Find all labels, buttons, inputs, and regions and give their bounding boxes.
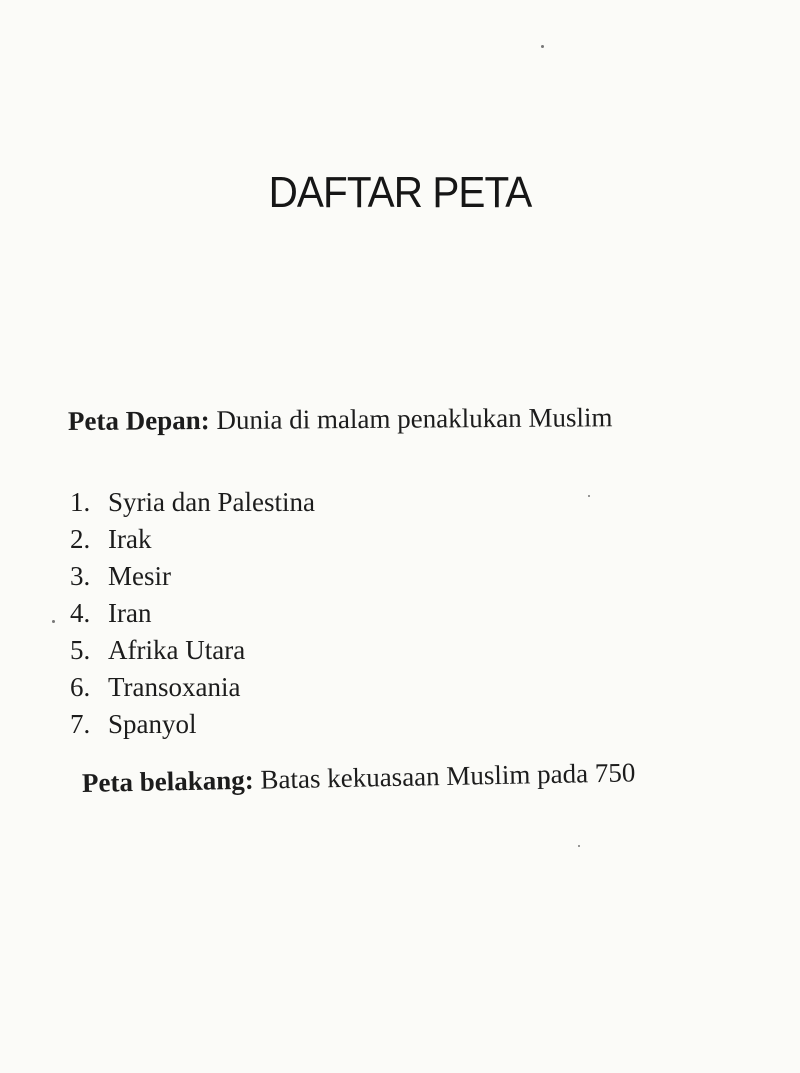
list-item-number: 5. [70, 635, 91, 665]
list-item-number: 1. [70, 487, 91, 517]
back-map-label: Peta belakang: [81, 764, 254, 798]
list-item-name: Transoxania [108, 672, 241, 702]
list-item [70, 669, 315, 706]
front-map-label: Peta Depan: [67, 405, 210, 436]
paper-speck [578, 845, 580, 847]
paper-speck [52, 620, 55, 623]
front-map-description: Dunia di malam penaklukan Muslim [216, 402, 613, 435]
paper-speck [588, 495, 590, 497]
list-item [70, 558, 315, 595]
front-map-entry [68, 404, 613, 435]
list-item-name: Iran [108, 598, 152, 628]
back-map-description: Batas kekuasaan Muslim pada 750 [260, 757, 636, 795]
list-item [70, 595, 315, 632]
list-item-number: 2. [70, 524, 91, 554]
paper-speck [541, 45, 544, 48]
list-item-number: 3. [70, 561, 91, 591]
list-item-name: Irak [108, 524, 152, 554]
list-item-name: Mesir [108, 561, 171, 591]
list-item [70, 484, 315, 521]
list-item [70, 706, 315, 743]
map-list [70, 484, 315, 743]
list-item-name: Afrika Utara [108, 635, 246, 665]
page-title: DAFTAR PETA [268, 168, 532, 217]
back-map-entry [82, 759, 636, 797]
list-item-number: 7. [70, 709, 91, 739]
list-item-number: 6. [70, 672, 91, 702]
list-item-name: Spanyol [108, 709, 197, 739]
list-item [70, 521, 315, 558]
list-item-number: 4. [70, 598, 91, 628]
list-item-name: Syria dan Palestina [108, 487, 315, 517]
list-item [70, 632, 315, 669]
